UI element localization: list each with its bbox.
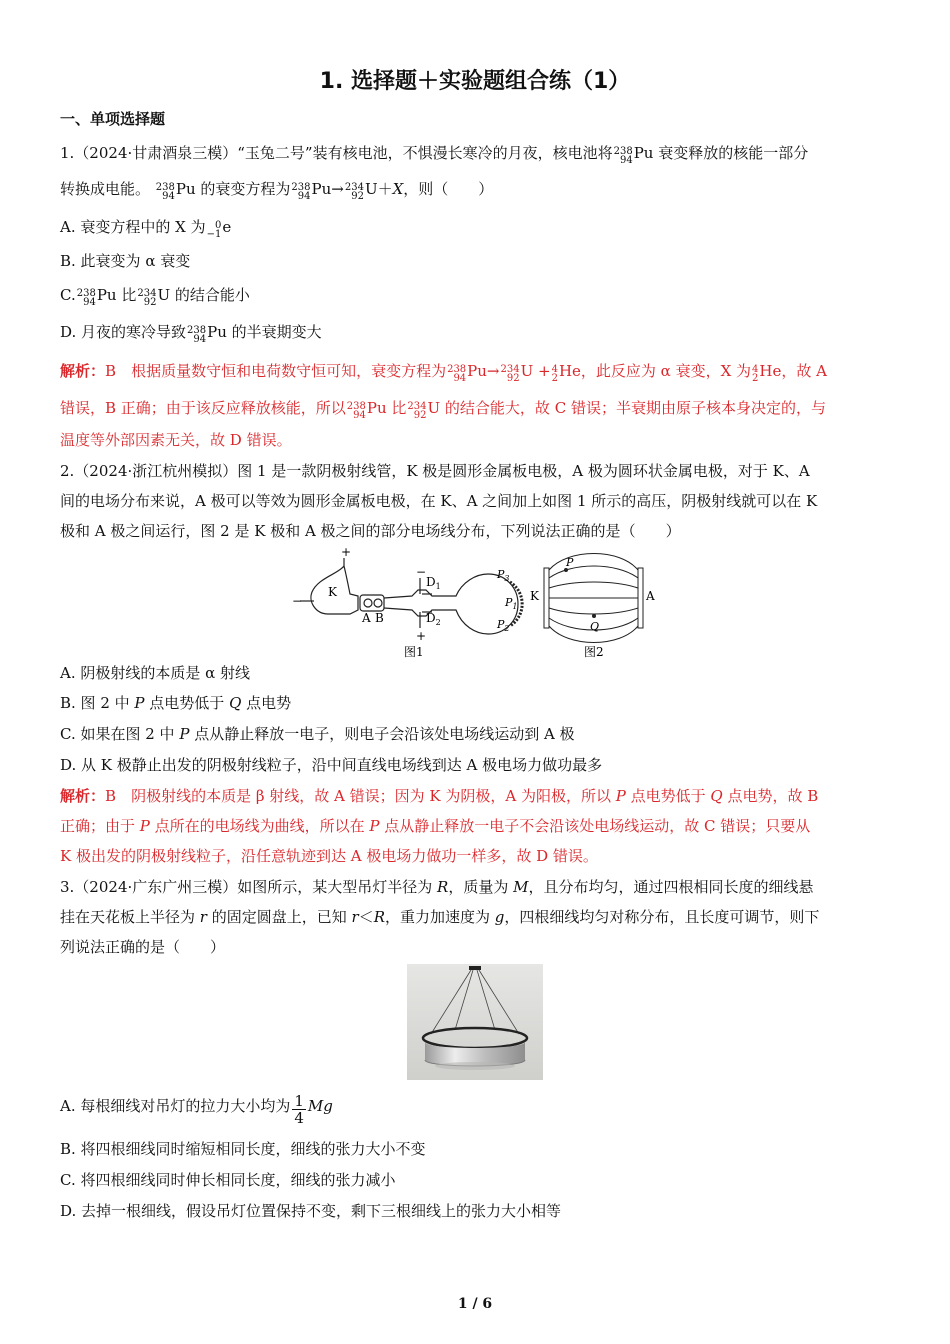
q3-option-b: B. 将四根细线同时缩短相同长度，细线的张力大小不变 (60, 1140, 426, 1158)
q2-option-d: D. 从 K 极静止出发的阴极射线粒子，沿中间直线电场线到达 A 极电场力做功最多 (60, 756, 603, 774)
svg-text:图1: 图1 (404, 645, 424, 659)
q1-option-b: B. 此衰变为 α 衰变 (60, 252, 191, 270)
svg-text:A: A (646, 589, 655, 603)
isotope-pu238: 238 94 (613, 146, 633, 166)
q1-option-a: A. 衰变方程中的 X 为 0 −1 e (60, 218, 232, 240)
q1-explanation-line2: 错误，B 正确；由于该反应释放核能，所以 238 94 Pu 比 234 92 U 的结合能大，故 C 错误；半衰期由原子核本身决定的，与 (60, 399, 826, 421)
q2-option-a: A. 阴极射线的本质是 α 射线 (60, 664, 251, 682)
section-heading: 一、单项选择题 (60, 110, 166, 128)
q3-stem-line2: 挂在天花板上半径为 r 的固定圆盘上，已知 r＜R，重力加速度为 g，四根细线均匀对称分布，且长度可调节，则下 (60, 908, 820, 926)
page-title: 1. 选择题＋实验题组合练（1） (319, 69, 631, 94)
q2-explanation-line1: 解析：B 阴极射线的本质是 β 射线，故 A 错误；因为 K 为阴极，A 为阳极，所以 P 点电势低于 Q 点电势，故 B (60, 787, 819, 805)
q3-option-c: C. 将四根细线同时伸长相同长度，细线的张力减小 (60, 1171, 396, 1189)
q3-stem-line3: 列说法正确的是（ ） (60, 938, 226, 956)
q1-option-d: D. 月夜的寒冷导致 238 94 Pu 的半衰期变大 (60, 323, 322, 345)
q1-option-c: C. 238 94 Pu 比 234 92 U 的结合能小 (60, 286, 250, 308)
svg-text:+: + (416, 629, 427, 643)
q1-stem-line2: 转换成电能。 238 94 Pu 的衰变方程为 238 94 Pu→ 234 92 U＋X，则（ ） (60, 180, 494, 202)
q1-explanation-line1: 解析：B 根据质量数守恒和电荷数守恒可知，衰变方程为 238 94 Pu→ 234 92 U + 4 2 He，此反应为 α 衰变，X 为 4 2 He，故 A (60, 362, 827, 384)
svg-text:D1: $D_1$ (426, 575, 441, 591)
q2-explanation-line3: K 极出发的阴极射线粒子，沿任意轨迹到达 A 极电场力做功一样多，故 D 错误。 (60, 847, 598, 865)
q1-stem-line1: 1.（2024·甘肃酒泉三模）“玉兔二号”装有核电池，不惧漫长寒冷的月夜，核电池将 238 94 Pu 衰变释放的核能一部分 (60, 144, 809, 166)
q2-stem-line3: 极和 A 极之间运行，图 2 是 K 极和 A 极之间的部分电场线分布，下列说法正确的是（ ） (60, 522, 681, 540)
q2-option-b: B. 图 2 中 P 点电势低于 Q 点电势 (60, 694, 292, 712)
q2-option-c: C. 如果在图 2 中 P 点从静止释放一电子，则电子会沿该处电场线运动到 A 极 (60, 725, 575, 743)
svg-text:−: − (292, 594, 303, 608)
svg-text:A: A (362, 611, 371, 625)
svg-text:−: − (416, 565, 427, 579)
q1-explanation-line3: 温度等外部因素无关，故 D 错误。 (60, 431, 292, 449)
page-number: 1 / 6 (457, 1296, 493, 1312)
svg-text:图2: 图2 (584, 645, 604, 659)
fraction-one-quarter: $\frac{1}{4}$ (294, 1092, 304, 1127)
svg-text:B: B (375, 611, 384, 625)
svg-text:K: K (530, 589, 539, 603)
q3-stem-line1: 3.（2024·广东广州三模）如图所示，某大型吊灯半径为 R，质量为 M，且分布均匀，通过四根相同长度的细线悬 (60, 878, 814, 896)
figure-1-cathode-ray-tube (292, 548, 532, 660)
svg-text:P1: $P_1$ (505, 596, 518, 611)
q2-stem-line1: 2.（2024·浙江杭州模拟）图 1 是一款阴极射线管，K 极是圆形金属板电极，A 极为圆环状金属电极，对于 K、A (60, 462, 810, 480)
svg-text:Q: Q (590, 620, 600, 633)
q3-option-d: D. 去掉一根细线，假设吊灯位置保持不变，剩下三根细线上的张力大小相等 (60, 1202, 562, 1220)
q2-stem-line2: 间的电场分布来说，A 极可以等效为圆形金属板电极，在 K、A 之间加上如图 1 所示的高压，阴极射线就可以在 K (60, 492, 818, 510)
svg-text:P: P (566, 556, 574, 569)
svg-text:K: K (328, 585, 337, 599)
svg-text:P3: $P_3$ (497, 568, 510, 583)
svg-text:D2: $D_2$ (426, 611, 441, 627)
svg-text:+: + (341, 548, 352, 559)
q2-explanation-line2: 正确；由于 P 点所在的电场线为曲线，所以在 P 点从静止释放一电子不会沿该处电场线运动，故 C 错误；只要从 (60, 817, 811, 835)
figure-2-field-lines (528, 550, 660, 660)
svg-text:P2: $P_2$ (497, 618, 510, 633)
q3-option-a: A. 每根细线对吊灯的拉力大小均为 $\frac{1}{4}$ Mg (60, 1092, 333, 1127)
chandelier-photo (407, 964, 543, 1080)
